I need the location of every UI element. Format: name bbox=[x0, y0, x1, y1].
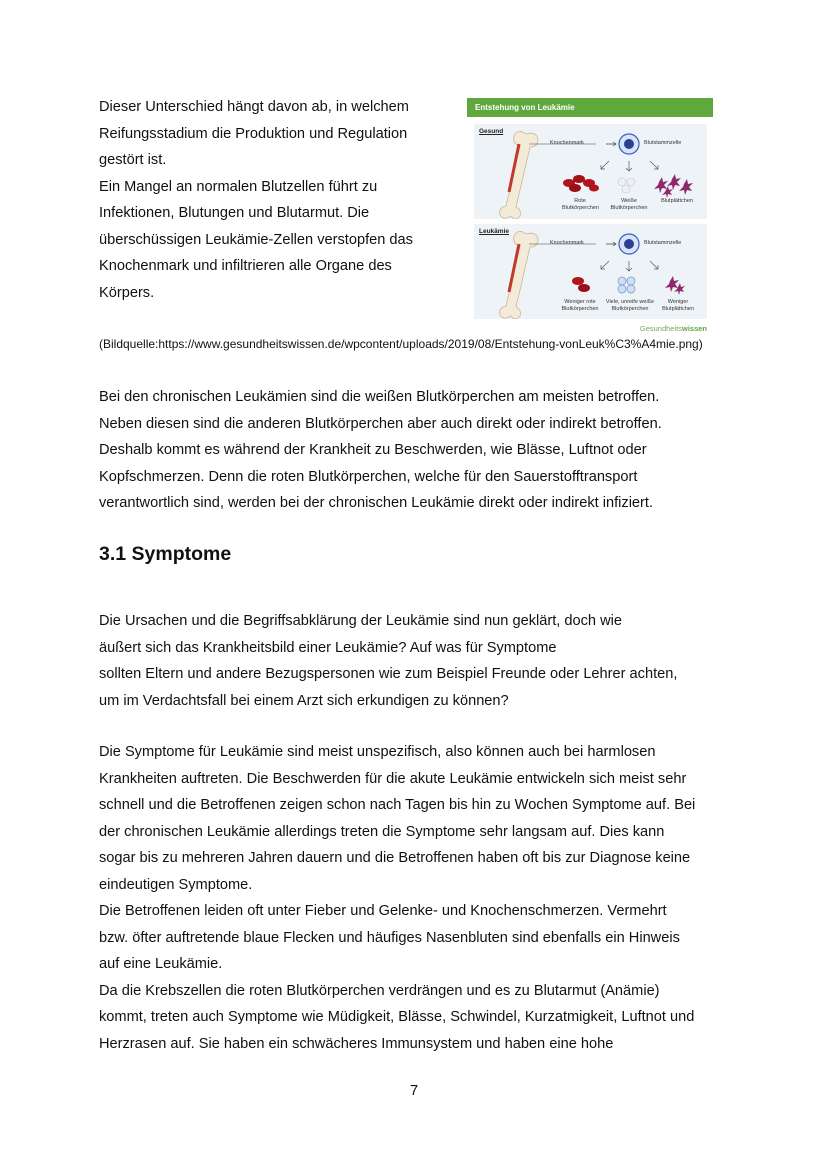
paragraph-line: Krankheiten auftreten. Die Beschwerden für die akute Leukämie entwickeln sich meist sehr bbox=[99, 770, 687, 787]
leukemia-stem-label: Blutstammzelle bbox=[644, 240, 682, 246]
leukemia-panel bbox=[474, 224, 707, 319]
leukemia-label: Leukämie bbox=[479, 228, 509, 235]
watermark-part: Gesundheits bbox=[639, 324, 682, 333]
figure-watermark bbox=[640, 324, 707, 333]
leukemia-figure bbox=[467, 98, 713, 335]
healthy-marrow-label: Knochenmark bbox=[550, 140, 584, 146]
white-blood-cells-icon bbox=[618, 277, 635, 293]
intro-line: Dieser Unterschied hängt davon ab, in welchem bbox=[99, 99, 409, 115]
watermark-part: wissen bbox=[681, 324, 707, 333]
intro-line: Reifungsstadium die Produktion und Regulation bbox=[99, 125, 408, 142]
paragraph-line: Bei den chronischen Leukämien sind die weißen Blutkörperchen am meisten betroffen. bbox=[99, 389, 660, 405]
paragraph-line: eindeutigen Symptome. bbox=[99, 876, 253, 893]
leukemia-red-label: Weniger rote Blutkörperchen bbox=[561, 299, 599, 312]
image-source-caption: (Bildquelle:https://www.gesundheitswissen.de/wpcontent/uploads/2019/08/Entstehung-vonLeuk%C3%A4mie.png) bbox=[99, 337, 703, 351]
healthy-platelets-label: Blutplättchen bbox=[661, 198, 693, 204]
paragraph-line: um im Verdachtsfall bei einem Arzt sich erkundigen zu können? bbox=[99, 692, 509, 709]
intro-line: gestört ist. bbox=[99, 152, 167, 168]
paragraph-line: Die Ursachen und die Begriffsabklärung der Leukämie sind nun geklärt, doch wie bbox=[99, 613, 622, 629]
paragraph-line: Da die Krebszellen die roten Blutkörperchen verdrängen und es zu Blutarmut (Anämie) bbox=[99, 982, 660, 999]
paragraph-line: verantwortlich sind, werden bei der chronischen Leukämie direkt oder indirekt infiziert. bbox=[99, 495, 654, 511]
intro-line: Knochenmark und infiltrieren alle Organe des bbox=[99, 258, 392, 274]
platelets-icon bbox=[665, 276, 685, 295]
stem-cell-icon bbox=[619, 134, 639, 154]
leukemia-platelets-label: Weniger Blutplättchen bbox=[662, 299, 694, 312]
intro-line: Ein Mangel an normalen Blutzellen führt zu bbox=[99, 178, 378, 195]
healthy-red-label: Rote Blutkörperchen bbox=[562, 198, 599, 211]
paragraph-line: Neben diesen sind die anderen Blutkörperchen aber auch direkt oder indirekt betroffen. bbox=[99, 415, 662, 432]
paragraph-line: der chronischen Leukämie allerdings treten die Symptome sehr langsam auf. Dies kann bbox=[99, 823, 665, 840]
paragraph-line: äußert sich das Krankheitsbild einer Leukämie? Auf was für Symptome bbox=[99, 639, 557, 656]
leukemia-marrow-label: Knochenmark bbox=[550, 240, 584, 246]
healthy-panel bbox=[474, 124, 707, 219]
healthy-stem-label: Blutstammzelle bbox=[644, 140, 682, 146]
paragraph-line: sollten Eltern und andere Bezugspersonen wie zum Beispiel Freunde oder Lehrer achten, bbox=[99, 666, 678, 682]
intro-line: überschüssigen Leukämie-Zellen verstopfen das bbox=[99, 231, 413, 248]
bone-icon bbox=[500, 131, 538, 219]
leukemia-white-label: Viele, unreife weiße Blutkörperchen bbox=[605, 299, 655, 312]
intro-line: Körpers. bbox=[99, 284, 155, 301]
section-heading: 3.1 Symptome bbox=[99, 543, 232, 565]
paragraph-line: schnell und die Betroffenen zeigen schon nach Tagen bis hin zu Wochen Symptome auf. Bei bbox=[99, 797, 696, 813]
healthy-label: Gesund bbox=[479, 128, 504, 135]
paragraph-line: kommt, treten auch Symptome wie Müdigkeit, Blässe, Schwindel, Kurzatmigkeit, Luftnot und bbox=[99, 1009, 695, 1025]
paragraph-line: auf eine Leukämie. bbox=[99, 956, 223, 972]
paragraph-line: Die Betroffenen leiden oft unter Fieber und Gelenke- und Knochenschmerzen. Vermehrt bbox=[99, 903, 667, 919]
paragraph-line: bzw. öfter auftretende blaue Flecken und häufiges Nasenbluten sind ebenfalls ein Hinweis bbox=[99, 929, 680, 946]
bone-icon bbox=[500, 231, 538, 319]
page-number: 7 bbox=[409, 1083, 419, 1099]
stem-cell-icon bbox=[619, 234, 639, 254]
platelets-icon bbox=[654, 174, 693, 198]
healthy-white-label: Weiße Blutkörperchen bbox=[610, 198, 648, 211]
intro-line: Infektionen, Blutungen und Blutarmut. Die bbox=[99, 205, 370, 221]
paragraph-line: Herzrasen auf. Sie haben ein schwächeres Immunsystem und haben eine hohe bbox=[99, 1035, 614, 1052]
red-blood-cells-icon bbox=[563, 175, 599, 192]
figure-title: Entstehung von Leukämie bbox=[467, 98, 713, 117]
paragraph-line: Kopfschmerzen. Denn die roten Blutkörperchen, welche für den Sauerstofftransport bbox=[99, 468, 638, 485]
paragraph-line: sogar bis zu mehreren Jahren dauern und die Betroffenen haben oft bis zur Diagnose keine bbox=[99, 850, 691, 866]
white-blood-cells-icon bbox=[618, 178, 635, 193]
paragraph-line: Die Symptome für Leukämie sind meist unspezifisch, also können auch bei harmlosen bbox=[99, 744, 656, 760]
paragraph-line: Deshalb kommt es während der Krankheit zu Beschwerden, wie Blässe, Luftnot oder bbox=[99, 442, 647, 458]
red-blood-cells-icon bbox=[572, 277, 590, 292]
